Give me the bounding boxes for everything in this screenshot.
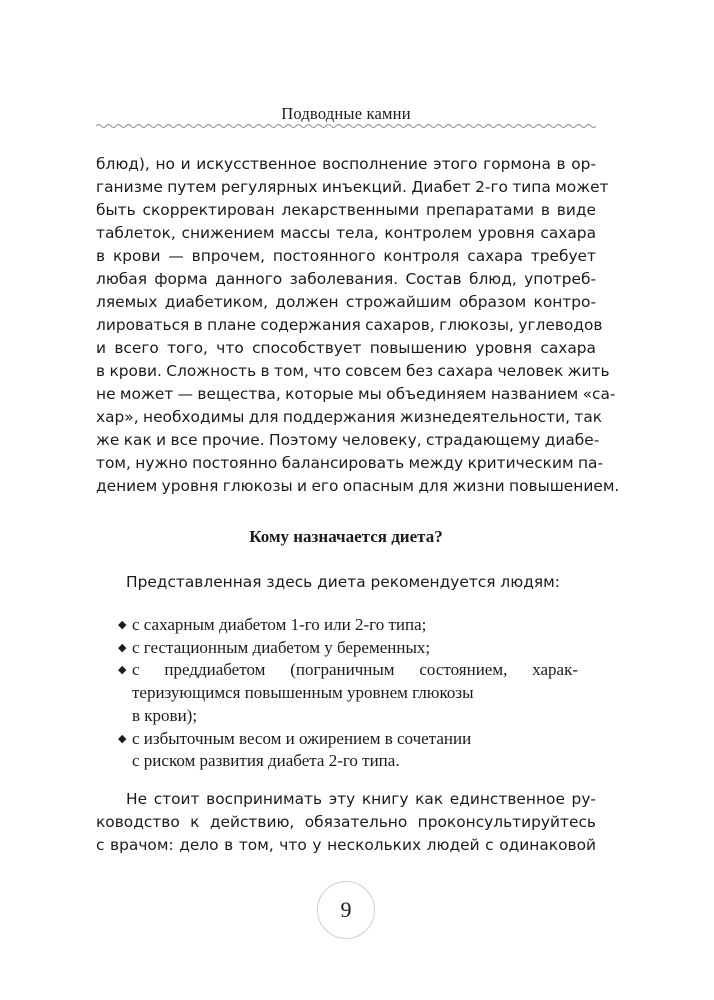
list-item	[118, 614, 598, 637]
paragraph-2	[96, 788, 596, 857]
text-line: дением уровня глюкозы и его опасным для жизни повышением.	[96, 477, 620, 495]
list-item-text: в крови);	[132, 705, 198, 725]
text-line: в крови — впрочем, постоянного контроля сахара требует	[96, 247, 596, 265]
text-line: лироваться в плане содержания сахаров, глюкозы, углеводов	[96, 316, 603, 334]
list-item	[118, 637, 598, 660]
list-item	[118, 728, 598, 773]
text-line: любая форма данного заболевания. Состав блюд, употреб-	[96, 270, 596, 288]
diamond-bullet-icon: ◆	[118, 664, 127, 677]
text-line: и всего того, что способствует повышению уровня сахара	[96, 339, 596, 357]
diamond-bullet-icon: ◆	[118, 732, 127, 745]
text-line: ляемых диабетиком, должен строжайшим образом контро-	[96, 293, 596, 311]
list-item-text: с гестационным диабетом у беременных;	[132, 637, 431, 657]
text-line: ководство к действию, обязательно проконсультируйтесь	[96, 813, 596, 831]
diamond-bullet-icon: ◆	[118, 619, 127, 631]
list-item-text: с избыточным весом и ожирением в сочетании	[132, 728, 472, 748]
text-line: Не стоит воспринимать эту книгу как единственное ру-	[126, 790, 596, 808]
text-line: в крови. Сложность в том, что совсем без сахара человек жить	[96, 362, 610, 380]
text-line: таблеток, снижением массы тела, контролем уровня сахара	[96, 224, 596, 242]
list-intro: Представленная здесь диета рекомендуется людям:	[126, 573, 560, 591]
text-line: с врачом: дело в том, что у нескольких людей с одинаковой	[96, 836, 596, 854]
diamond-bullet-icon: ◆	[118, 641, 127, 654]
page-number: 9	[317, 881, 375, 939]
section-heading: Кому назначается диета?	[249, 527, 443, 546]
text-line: же как и все прочие. Поэтому человеку, страдающему диабе-	[96, 431, 600, 449]
text-line: быть скорректирован лекарственными препаратами в виде	[96, 201, 596, 219]
list-item-text: с сахарным диабетом 1-го или 2-го типа;	[132, 615, 427, 634]
bullet-list	[118, 614, 598, 773]
text-line: не может — вещества, которые мы объединяем названием «са-	[96, 385, 616, 403]
list-item-text: с преддиабетом (пограничным состоянием, харак-	[132, 660, 578, 680]
text-line: хар», необходимы для поддержания жизнедеятельности, так	[96, 408, 603, 426]
running-head: Подводные камни	[281, 104, 411, 123]
text-line: том, нужно постоянно балансировать между критическим па-	[96, 454, 604, 472]
text-line: блюд), но и искусственное восполнение этого гормона в ор-	[96, 155, 596, 173]
list-item-text: с риском развития диабета 2-го типа.	[132, 751, 400, 771]
paragraph-1	[96, 153, 620, 498]
list-item	[118, 659, 598, 727]
text-line: ганизме путем регулярных инъекций. Диабет 2-го типа может	[96, 178, 609, 196]
wavy-rule	[96, 121, 596, 131]
list-item-text: теризующимся повышенным уровнем глюкозы	[132, 683, 474, 703]
